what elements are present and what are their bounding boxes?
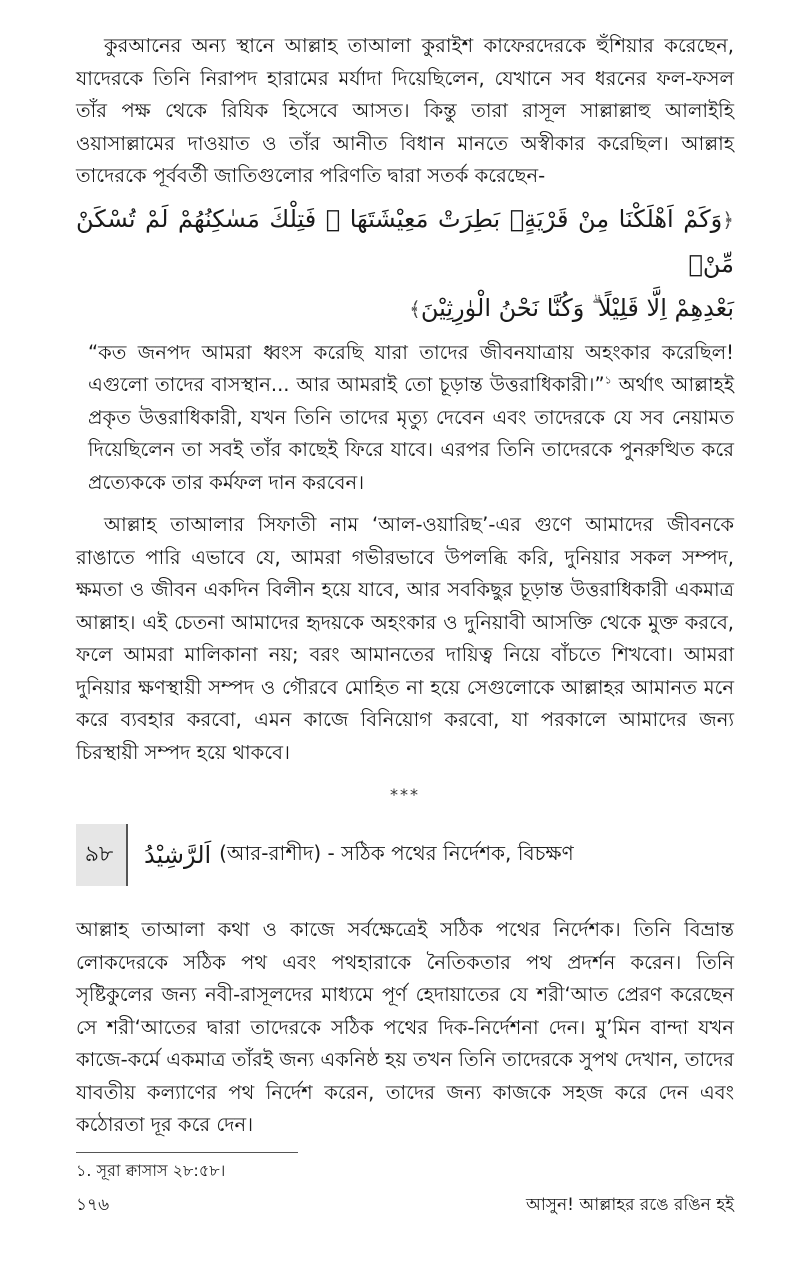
page-number: ১৭৬	[76, 1195, 110, 1215]
footnote-reference[interactable]: ১	[604, 373, 612, 387]
arabic-verse-line-2: بَعْدِهِمْ اِلَّا قَلِيْلًا ۗ وَكُنَّا نَحْنُ الْوٰرِثِيْنَ﴾	[409, 293, 734, 322]
paragraph-1: কুরআনের অন্য স্থানে আল্লাহ তাআলা কুরাইশ কাফেরদেরকে হুঁশিয়ার করেছেন, যাদেরকে তিনি নিরাপদ হারামের মর্যাদা দিয়েছিলেন, যেখানে সব ধরনের ফল-ফসল তাঁর পক্ষ থেকে রিযিক হিসেবে আসত। কিন্তু তারা রাসূল সাল্লাল্লাহু আলাইহি ওয়াসাল্লামের দাওয়াত ও তাঁর আনীত বিধান মানতে অস্বীকার করেছিল। আল্লাহ তাদেরকে পূর্ববর্তী জাতিগুলোর পরিণতি দ্বারা সতর্ক করেছেন-	[76, 34, 734, 187]
footnote: ১. সূরা ক্বাসাস ২৮:৫৮।	[76, 1160, 226, 1180]
section-heading	[76, 824, 734, 886]
page-content	[76, 30, 734, 1183]
arabic-verse	[76, 197, 734, 331]
book-title: আসুন! আল্লাহর রঙে রঙিন হই	[525, 1195, 734, 1215]
page-footer	[76, 1192, 734, 1220]
section-arabic-name: اَلرَّشِيْدُ	[144, 841, 212, 869]
paragraph-3: আল্লাহ তাআলা কথা ও কাজে সর্বক্ষেত্রেই সঠিক পথের নির্দেশক। তিনি বিভ্রান্ত লোকদেরকে সঠিক পথ এবং পথহারাকে নৈতিকতার পথ প্রদর্শন করেন। তিনি সৃষ্টিকুলের জন্য নবী-রাসূলদের মাধ্যমে পূর্ণ হেদায়াতের যে শরী‘আত প্রেরণ করেছেন সে শরী‘আতের দ্বারা তাদেরকে সঠিক পথের দিক-নির্দেশনা দেন। মু’মিন বান্দা যখন কাজে-কর্মে একমাত্র তাঁরই জন্য একনিষ্ঠ হয় তখন তিনি তাদেরকে সুপথ দেখান, তাদের যাবতীয় কল্যাণের পথ নির্দেশ করেন, তাদের জন্য কাজকে সহজ করে দেন এবং কঠোরতা দূর করে দেন।	[76, 918, 734, 1136]
paragraph-2: আল্লাহ তাআলার সিফাতী নাম ‘আল-ওয়ারিছ’-এর গুণে আমাদের জীবনকে রাঙাতে পারি এভাবে যে, আমরা গভীরভাবে উপলব্ধি করি, দুনিয়ার সকল সম্পদ, ক্ষমতা ও জীবন একদিন বিলীন হয়ে যাবে, আর সবকিছুর চূড়ান্ত উত্তরাধিকারী একমাত্র আল্লাহ। এই চেতনা আমাদের হৃদয়কে অহংকার ও দুনিয়াবী আসক্তি থেকে মুক্ত করবে, ফলে আমরা মালিকানা নয়; বরং আমানতের দায়িত্ব নিয়ে বাঁচতে শিখবো। আমরা দুনিয়ার ক্ষণস্থায়ী সম্পদ ও গৌরবে মোহিত না হয়ে সেগুলোকে আল্লাহর আমানত মনে করে ব্যবহার করবো, এমন কাজে বিনিয়োগ করবো, যা পরকালে আমাদের জন্য চিরস্থায়ী সম্পদ হয়ে থাকবে।	[76, 513, 734, 764]
verse-translation: “কত জনপদ আমরা ধ্বংস করেছি যারা তাদের জীবনযাত্রায় অহংকার করেছিল! এগুলো তাদের বাসস্থান... আর আমরাই তো চূড়ান্ত উত্তরাধিকারী।”$^১$ অর্থাৎ আল্লাহই প্রকৃত উত্তরাধিকারী, যখন তিনি তাদের মৃত্যু দেবেন এবং তাদেরকে যে সব নেয়ামত দিয়েছিলেন তা সবই তাঁর কাছেই ফিরে যাবে। এরপর তিনি তাদেরকে পুনরুত্থিত করে প্রত্যেককে তার কর্মফল দান করবেন।	[88, 340, 735, 494]
section-separator: ***	[390, 785, 420, 804]
section-title-text: (আর-রাশীদ) - সঠিক পথের নির্দেশক, বিচক্ষণ	[219, 840, 574, 865]
verse-open-ornament-icon: ﴿	[722, 207, 734, 232]
section-number-badge: ৯৮	[76, 824, 128, 886]
arabic-verse-line-1: ﴿وَكَمْ اَهْلَكْنَا مِنْ قَرْيَةٍۭ بَطِرَتْ مَعِيْشَتَهَا ۚ فَتِلْكَ مَسٰكِنُهُمْ لَمْ تُسْكَنْ مِّنْۢ	[76, 204, 734, 278]
verse-close-ornament-icon: ﴾	[409, 296, 421, 321]
section-title	[144, 839, 574, 872]
footnote-divider	[76, 1152, 298, 1153]
